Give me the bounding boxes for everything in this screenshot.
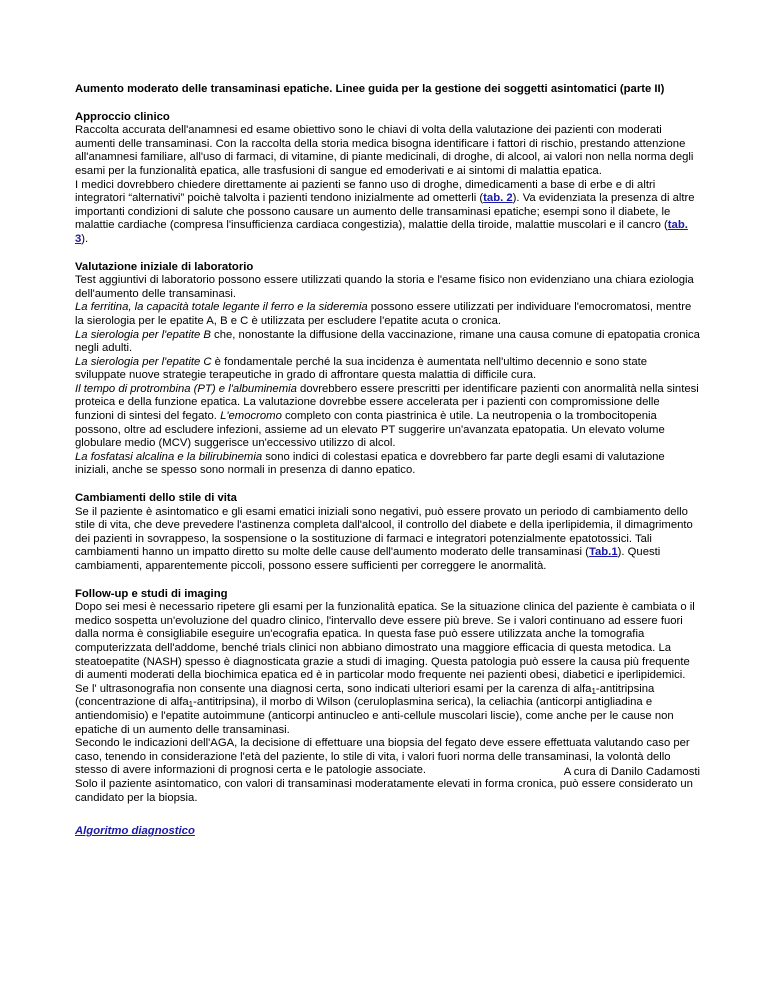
tab-1-link[interactable]: Tab.1	[588, 546, 618, 559]
section-heading: Follow-up e studi di imaging	[75, 587, 228, 600]
section-heading: Approccio clinico	[75, 110, 170, 123]
section-heading: Cambiamenti dello stile di vita	[75, 492, 237, 505]
author-signature: A cura di Danilo Cadamosti	[563, 766, 700, 778]
paragraph: I medici dovrebbero chiedere direttamente ai pazienti se fanno uso di droghe, dimedicamenti a base di erbe e di altri integratori “alternativi” poichè talvolta i pazienti tendono inizialmente ad ometterli (tab. 2). Va evidenziata la presenza di altre importanti condizioni di salute che possono causare un aumento delle transaminasi epatiche; esempi sono il diabete, le malattie cardiache (compresa l'insufficienza cardiaca congestizia), malattie della tiroide, malattie muscolari e il cancro (tab. 3).	[75, 178, 695, 245]
paragraph: La fosfatasi alcalina e la bilirubinemia sono indici di colestasi epatica e dovrebbero far parte degli esami di valutazione iniziali, anche se spesso sono normali in presenza di danno epatico.	[75, 450, 665, 477]
paragraph: Raccolta accurata dell'anamnesi ed esame obiettivo sono le chiavi di volta della valutazione dei pazienti con moderati aumenti delle transaminasi. Con la raccolta della storia medica bisogna identificare i fattori di rischio, prestando attenzione all'anamnesi familiare, all'uso di farmaci, di vitamine, di piante medicinali, di droghe, di alcool, ai valori non nella norma degli esami per la funzionalità epatica, alle trasfusioni di sangue ed emoderivati e ai sintomi di malattia epatica.	[75, 124, 694, 177]
article	[75, 83, 700, 839]
paragraph: Se il paziente è asintomatico e gli esami ematici iniziali sono negativi, può essere provato un periodo di cambiamento dello stile di vita, che deve prevedere l'astinenza completa dall'alcool, il controllo del diabete e della iperlipidemia, il dimagrimento dei pazienti in sovrappeso, la sospensione o la sostituzione di farmaci e integratori potenzialmente epatotossici. Tali cambiamenti hanno un impatto diretto su molte delle cause dell'aumento moderato delle transaminasi (Tab.1). Questi cambiamenti, apparentemente piccoli, possono essere sufficienti per correggere le anormalità.	[75, 505, 693, 572]
paragraph: Test aggiuntivi di laboratorio possono essere utilizzati quando la storia e l'esame fisico non evidenziano una chiara eziologia dell'aumento delle transaminasi.	[75, 274, 694, 300]
algorithm-section	[75, 825, 700, 839]
paragraph: Il tempo di protrombina (PT) e l'albuminemia dovrebbero essere prescritti per identificare pazienti con anormalità nella sintesi proteica e della funzione epatica. La valutazione dovrebbe essere accelerata per i pazienti con compromissione delle funzioni di sintesi del fegato. L'emocromo completo con conta piastrinica è utile. La neutropenia o la trombocitopenia possono, oltre ad escludere infezioni, assieme ad un elevato PT suggerire un'avanzata epatopatia. Un elevato volume globulare medio (MCV) suggerisce un'eccessivo utilizzo di alcol.	[75, 382, 699, 450]
paragraph: La sierologia per l'epatite B che, nonostante la diffusione della vaccinazione, rimane una causa comune di epatopatia cronica negli adulti.	[75, 328, 700, 355]
section-approccio-clinico	[75, 111, 700, 247]
paragraph: La sierologia per l'epatite C è fondamentale perché la sua incidenza è aumentata nell'ultimo decennio e sono state sviluppate nuove strategie terapeutiche in grado di affrontare questa malattia di difficile cura.	[75, 355, 648, 382]
section-valutazione-laboratorio	[75, 261, 700, 479]
article-title: Aumento moderato delle transaminasi epatiche. Linee guida per la gestione dei soggetti asintomatici (parte II)	[75, 83, 665, 95]
tab-2-link[interactable]: tab. 2	[483, 192, 513, 205]
tab-3-link[interactable]: tab. 3	[75, 219, 688, 245]
section-heading: Valutazione iniziale di laboratorio	[75, 260, 254, 273]
paragraph: Secondo le indicazioni dell'AGA, la decisione di effettuare una biopsia del fegato deve essere effettuata valutando caso per caso, tenendo in considerazione l'età del paziente, lo stile di vita, i valori fuori norma delle transaminasi, la volontà dello stesso di avere informazioni di prognosi certa e le patologie associate.	[75, 737, 690, 777]
paragraph: Se l' ultrasonografia non consente una diagnosi certa, sono indicati ulteriori esami per la carenza di alfa$_1$-antitripsina (concentrazione di alfa$_1$-antitripsina), il morbo di Wilson (ceruloplasmina serica), la celiachia (anticorpi antigliadina e antiendomisio) e l'epatite autoimmune (anticorpi antinucleo e anti-cellule muscolari liscie), come anche per le cause non epatiche di un aumento delle transaminasi.	[75, 682, 674, 736]
algorithm-link[interactable]: Algoritmo diagnostico	[75, 825, 195, 838]
paragraph: Solo il paziente asintomatico, con valori di transaminasi moderatamente elevati in forma cronica, può essere considerato un candidato per la biopsia.	[75, 777, 693, 804]
paragraph: Dopo sei mesi è necessario ripetere gli esami per la funzionalità epatica. Se la situazione clinica del paziente è cambiata o il medico sospetta un'evoluzione del quadro clinico, l'intervallo deve essere più breve. Se i valori continuano ad essere fuori dalla norma è consigliabile eseguire un'ecografia epatica. In questa fase può essere utilizzata anche la tomografia computerizzata dell'addome, benché trials clinici non abbiano dimostrato una maggiore efficacia di questa metodica. La steatoepatite (NASH) spesso è diagnosticata grazie a studi di imaging. Questa patologia può essere la causa più frequente di aumenti moderati della biochimica epatica ed è in particolar modo frequente nei pazienti obesi, diabetici e iperlipidemici.	[75, 601, 695, 682]
section-stile-di-vita	[75, 492, 700, 574]
paragraph: La ferritina, la capacità totale legante il ferro e la sideremia possono essere utilizzati per individuare l'emocromatosi, mentre la sierologia per le epatite A, B e C è utilizzata per escludere l'epatite acuta o cronica.	[75, 301, 692, 327]
